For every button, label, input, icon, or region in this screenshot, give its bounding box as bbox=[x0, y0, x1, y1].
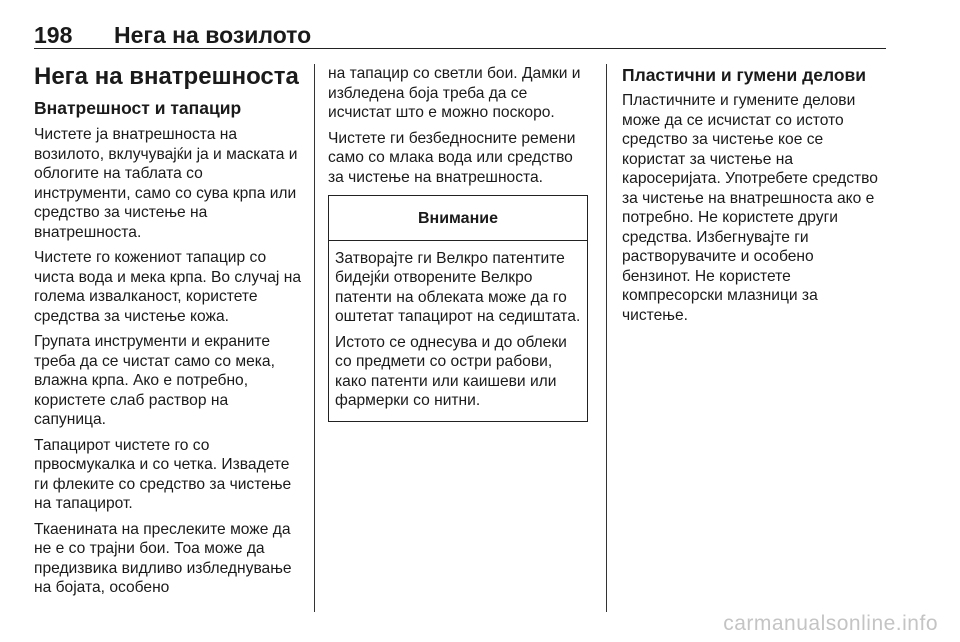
warning-paragraph: Затворајте ги Велкро патентите бидејќи отворените Велкро патенти на облеката може да го оштетат тапацирот на седиштата. bbox=[335, 249, 581, 325]
section-title: Нега на возилото bbox=[114, 22, 312, 48]
page-number: 198 bbox=[34, 22, 73, 48]
paragraph: Чистете го кожениот тапацир со чиста вода и мека крпа. Во случај на голема извалканост, користете средства за чистење кожа. bbox=[34, 249, 302, 325]
paragraph: на тапацир со светли бои. Дамки и избледена боја треба да се исчистат што е можно поскоро. bbox=[328, 65, 581, 121]
paragraph: Чистете ја внатрешноста на возилото, вклучувајќи ја и маската и облогите на таблата со инструменти, само со сува крпа или средство за чистење на внатрешноста. bbox=[34, 126, 298, 241]
subheading: Внатрешност и тапацир bbox=[34, 98, 242, 118]
warning-body bbox=[329, 241, 587, 421]
column-middle bbox=[328, 64, 590, 422]
paragraph: Ткаенината на преслеките може да не е со трајни бои. Тоа може да предизвика видливо избледнување на бојата, особено bbox=[34, 520, 292, 596]
paragraph: Чистете ги безбедносните ремени само со млака вода или средство за чистење на внатрешноста. bbox=[328, 129, 576, 186]
paragraph: Групата инструменти и екраните треба да се чистат само со мека, влажна крпа. Ако е потребно, користете слаб раствор на сапуница. bbox=[34, 333, 275, 428]
paragraph: Пластичните и гумените делови може да се исчистат со истото средство за чистење кое се користат за чистење на каросеријата. Употребете средство за чистење на внатрешноста ако е потребно. Не користете други средства. Избегнувајте ги растворувачите и особено бензинот. Не користете компресорски млазници за чистење. bbox=[622, 92, 878, 324]
column-divider bbox=[606, 64, 607, 612]
page-heading: Нега на внатрешноста bbox=[34, 63, 299, 90]
column-left bbox=[34, 64, 302, 604]
section-heading: Пластични и гумени делови bbox=[622, 65, 867, 85]
column-right bbox=[622, 64, 884, 331]
column-divider bbox=[314, 64, 315, 612]
warning-title: Внимание bbox=[329, 196, 587, 241]
paragraph: Тапацирот чистете го со првосмукалка и со четка. Извадете ги флеките со средство за чистење на тапацирот. bbox=[34, 436, 292, 512]
page-header bbox=[34, 22, 886, 48]
watermark: carmanualsonline.info bbox=[723, 612, 938, 635]
warning-paragraph: Истото се однесува и до облеки со предмети со остри рабови, како патенти или каишеви или фармерки со нитни. bbox=[335, 333, 567, 409]
warning-box bbox=[328, 195, 588, 422]
header-divider bbox=[34, 48, 886, 49]
